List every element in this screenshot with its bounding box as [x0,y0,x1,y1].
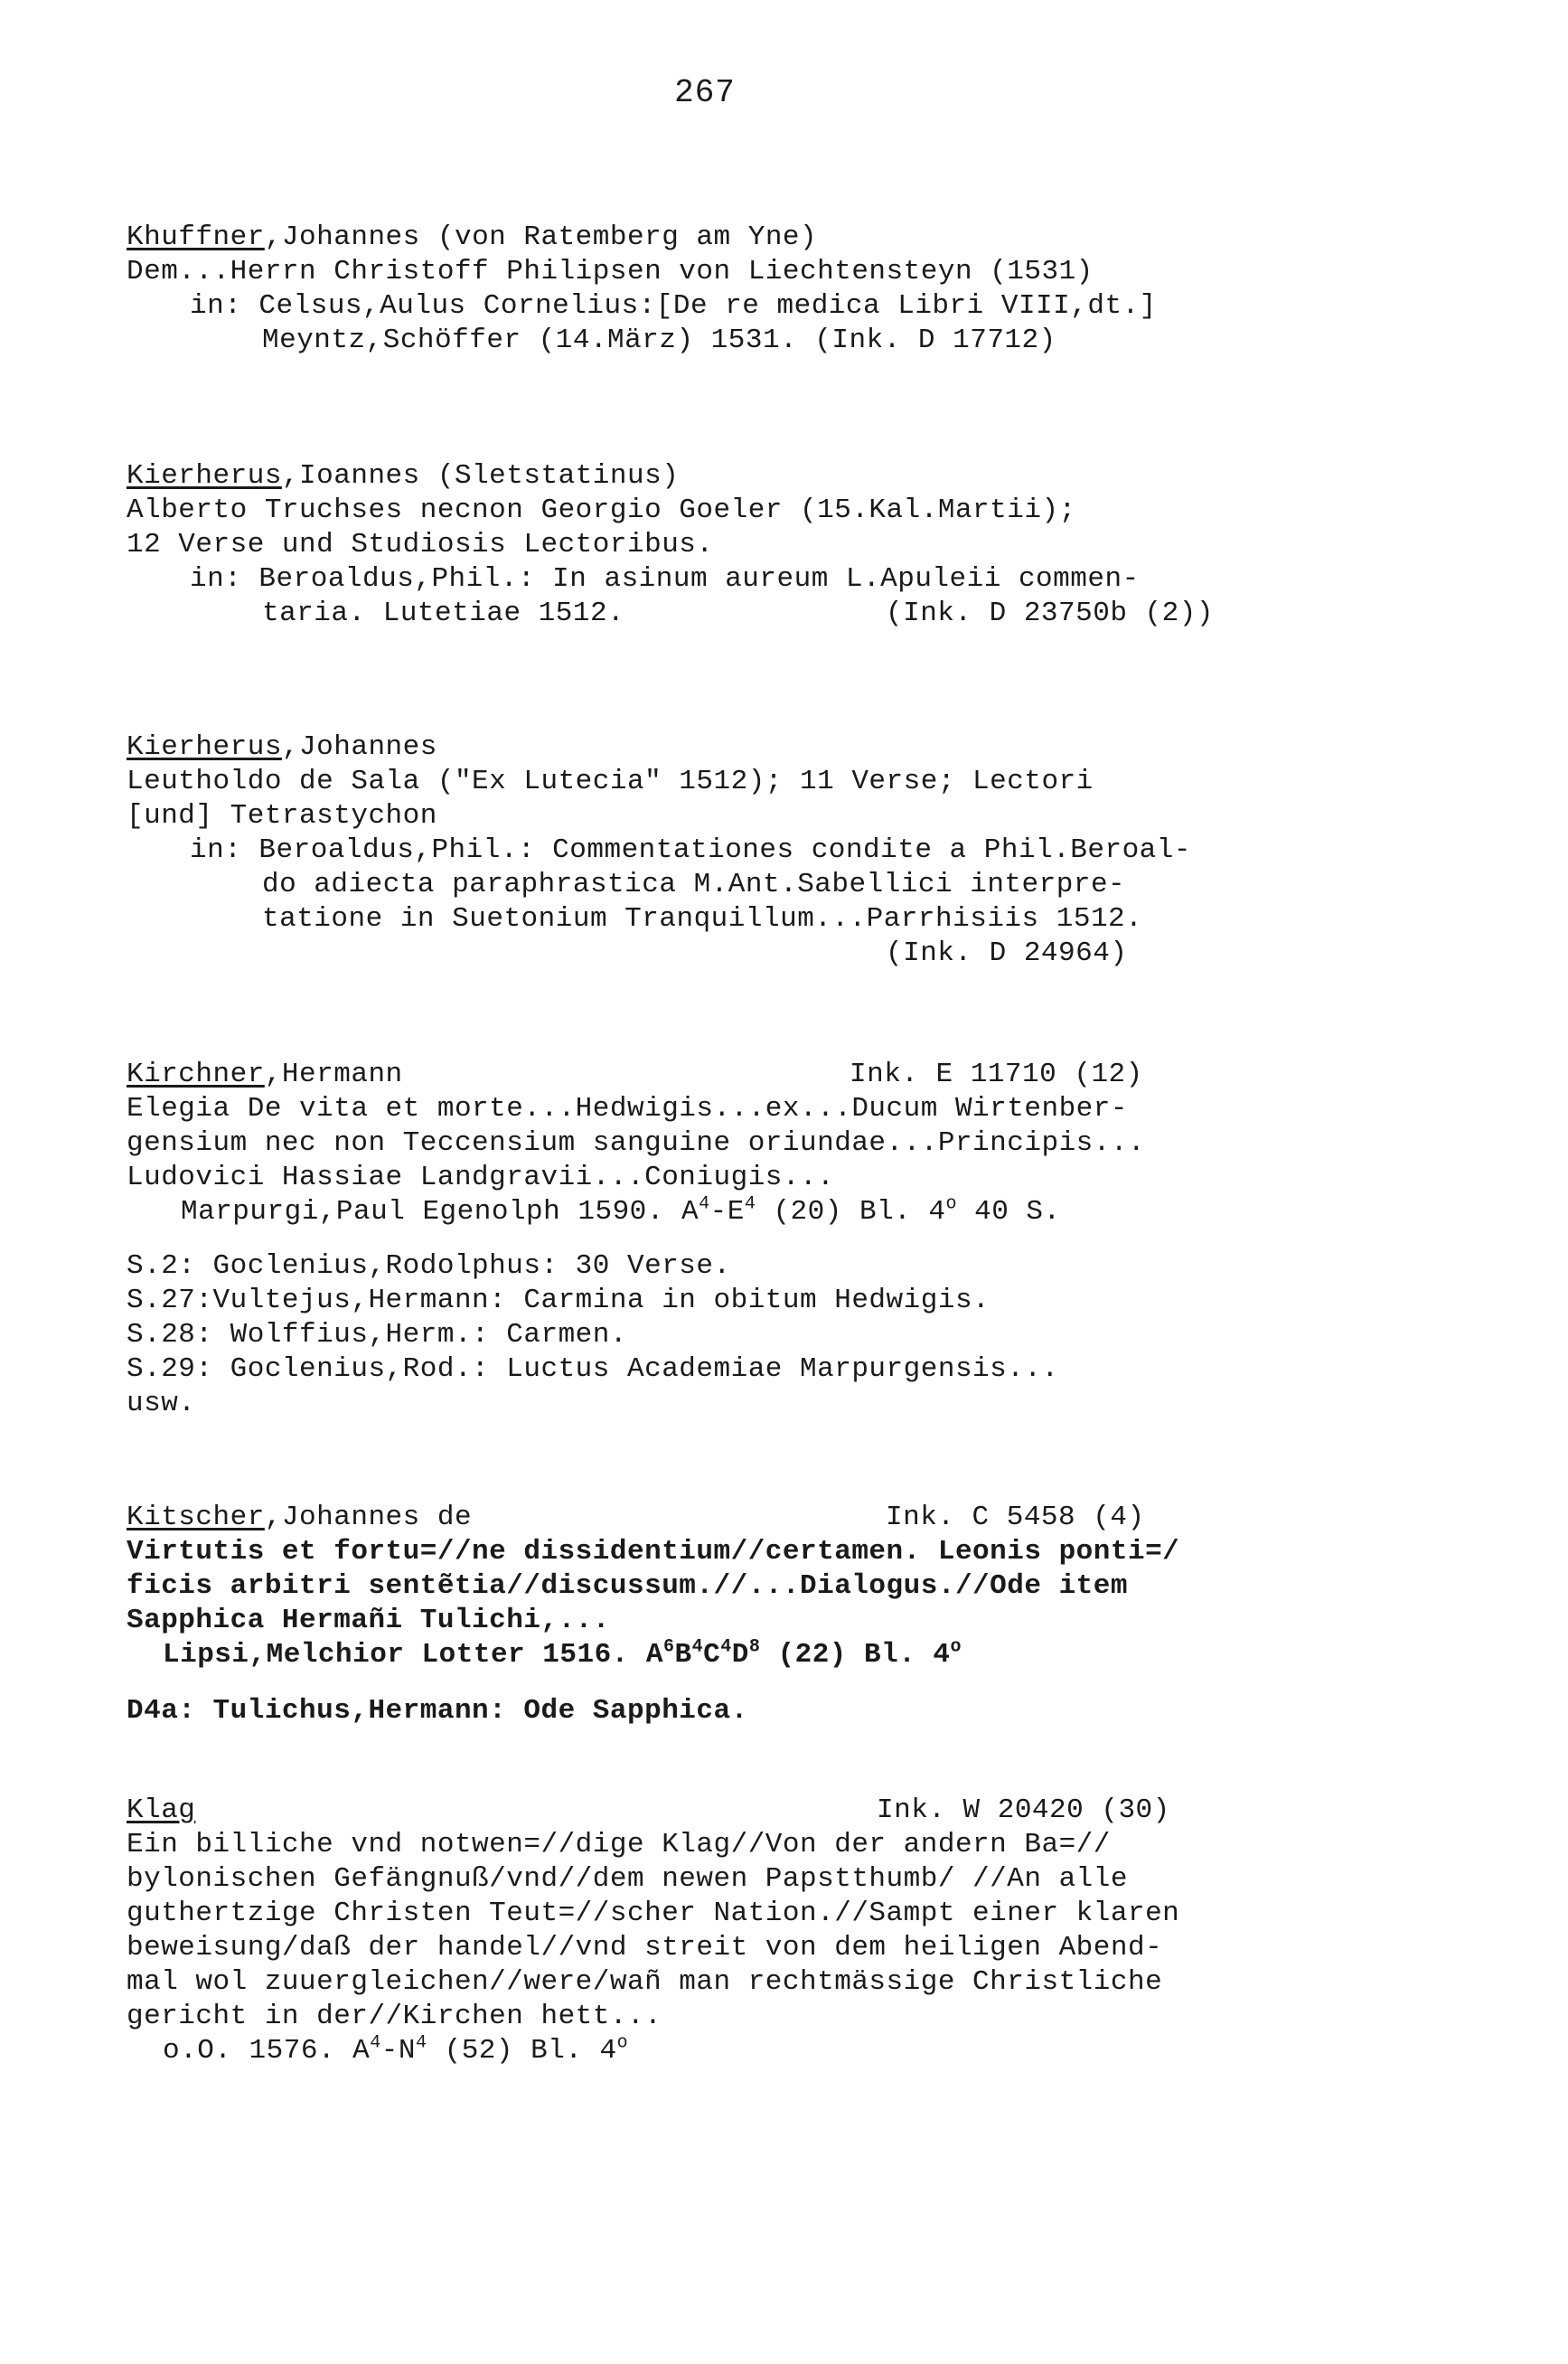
page-number: 267 [674,74,736,111]
entry-line: guthertzige Christen Teut=//scher Nation.//Sampt einer klaren [127,1898,1180,1929]
entry-line: gericht in der//Kirchen hett... [127,2001,662,2032]
entry-line: beweisung/daß der handel//vnd streit von dem heiligen Abend- [127,1932,1163,1964]
entry-line: Ein billiche vnd notwen=//dige Klag//Von der andern Ba=// [127,1829,1111,1860]
entry-line: mal wol zuuergleichen//were/wañ man rechtmässige Christliche [127,1966,1163,1998]
entry-line: 12 Verse und Studiosis Lectoribus. [127,529,714,560]
entry-kitscher: Kitscher,Johannes de Ink. C 5458 (4) Virtutis et fortu=//ne dissidentium//certamen. Leonis ponti=/ ficis arbitri sentẽtia//discussum.//...Dialogus.//Ode item Sapphica Hermañi Tulichi,... Lipsi,Melchior Lotter 1516. $A^6B^4C^4D^8$ (22) Bl. 4$^o$ D4a: Tulichus,Hermann: Ode Sapphica. [127,1501,1319,1728]
entry-line: S.2: Goclenius,Rodolphus: 30 Verse. [127,1250,731,1282]
entry-heading: Kierherus [127,731,282,763]
entry-line: Sapphica Hermañi Tulichi,... [127,1605,610,1636]
entry-line: in: Beroaldus,Phil.: Commentationes condite a Phil.Beroal- [190,834,1191,866]
entry-line: S.27:Vultejus,Hermann: Carmina in obitum Hedwigis. [127,1285,991,1316]
entry-line: Meyntz,Schöffer (14.März) 1531. (Ink. D 17712) [262,325,1056,356]
entry-kirchner: Kirchner,Hermann Ink. E 11710 (12) Elegia De vita et morte...Hedwigis...ex...Ducum Wirtenber- gensium nec non Teccensium sanguine oriundae...Principis... Ludovici Hassiae Landgravii...Coniugis... Marpurgi,Paul Egenolph 1590. $A^4-E^4$ (20) Bl. 4$^o$ 40 S. S.2: Goclenius,Rodolphus: 30 Verse. S.27:Vultejus,Hermann: Carmina in obitum Hedwigis. S.28: Wolffius,Herm.: Carmen. S.29: Goclenius,Rod.: Luctus Academiae Marpurgensis... usw. [127,1058,1319,1421]
shelfmark: Ink. E 11710 (12) [850,1059,1143,1090]
entry-heading: Klag [127,1794,196,1826]
entry-line: do adiecta paraphrastica M.Ant.Sabellici interpre- [262,869,1126,900]
entry-line: S.29: Goclenius,Rod.: Luctus Academiae Marpurgensis... [127,1353,1059,1385]
entry-line: Ludovici Hassiae Landgravii...Coniugis... [127,1162,835,1193]
entry-line: gensium nec non Teccensium sanguine oriundae...Principis... [127,1127,1146,1159]
entry-heading: Kitscher [127,1502,265,1533]
entry-khuffner: Khuffner,Johannes (von Ratemberg am Yne) Dem...Herrn Christoff Philipsen von Liechtensteyn (1531) in: Celsus,Aulus Cornelius:[De re medica Libri VIII,dt.] Meyntz,Schöffer (14.März) 1531. (Ink. D 17712) [127,221,1319,358]
entry-line: [und] Tetrastychon [127,800,437,832]
entry-heading: Kirchner [127,1059,265,1090]
shelfmark: (Ink. D 23750b (2)) [886,598,1214,629]
entry-line: Dem...Herrn Christoff Philipsen von Liechtensteyn (1531) [127,256,1094,287]
entry-line: Alberto Truchses necnon Georgio Goeler (15.Kal.Martii); [127,494,1076,526]
entry-heading: Khuffner [127,221,265,253]
entry-kierherus-ioannes: Kierherus,Ioannes (Sletstatinus) Alberto Truchses necnon Georgio Goeler (15.Kal.Martii); 12 Verse und Studiosis Lectoribus. in: Beroaldus,Phil.: In asinum aureum L.Apuleii commen- taria. Lutetiae 1512. (Ink. D 23750b (2)) [127,459,1319,631]
entry-line: in: Celsus,Aulus Cornelius:[De re medica Libri VIII,dt.] [190,290,1157,322]
entry-line: bylonischen Gefängnuß/vnd//dem newen Papstthumb/ //An alle [127,1863,1128,1895]
entry-line: D4a: Tulichus,Hermann: Ode Sapphica. [127,1695,748,1727]
entry-line: S.28: Wolffius,Herm.: Carmen. [127,1319,627,1351]
entry-line: in: Beroaldus,Phil.: In asinum aureum L.Apuleii commen- [190,563,1140,595]
entry-line: Elegia De vita et morte...Hedwigis...ex...Ducum Wirtenber- [127,1093,1128,1125]
shelfmark: (Ink. D 24964) [886,937,1128,969]
imprint-line: Lipsi,Melchior Lotter 1516. $A^6B^4C^4D^8$ (22) Bl. 4$^o$ [163,1636,962,1671]
entry-heading: Kierherus [127,460,282,492]
entry-kierherus-johannes: Kierherus,Johannes Leutholdo de Sala ("Ex Lutecia" 1512); 11 Verse; Lectori [und] Tetrastychon in: Beroaldus,Phil.: Commentationes condite a Phil.Beroal- do adiecta paraphrastica M.Ant.Sabellici interpre- tatione in Suetonium Tranquillum...Parrhisiis 1512. (Ink. D 24964) [127,730,1319,971]
entry-line: usw. [127,1388,196,1419]
entry-line: taria. Lutetiae 1512. [262,598,625,629]
imprint-line: Marpurgi,Paul Egenolph 1590. $A^4-E^4$ (20) Bl. 4$^o$ 40 S. [181,1193,1061,1228]
entry-line: tatione in Suetonium Tranquillum...Parrhisiis 1512. [262,903,1143,935]
entry-klag [127,1794,1319,2068]
imprint-line: o.O. 1576. $A^4-N^4$ (52) Bl. 4$^o$ [163,2032,629,2067]
entry-line: ficis arbitri sentẽtia//discussum.//...Dialogus.//Ode item [127,1570,1128,1602]
shelfmark: Ink. W 20420 (30) [877,1794,1170,1826]
entry-line: Virtutis et fortu=//ne dissidentium//certamen. Leonis ponti=/ [127,1536,1180,1568]
entry-line: Leutholdo de Sala ("Ex Lutecia" 1512); 11 Verse; Lectori [127,766,1094,797]
shelfmark: Ink. C 5458 (4) [886,1502,1145,1533]
